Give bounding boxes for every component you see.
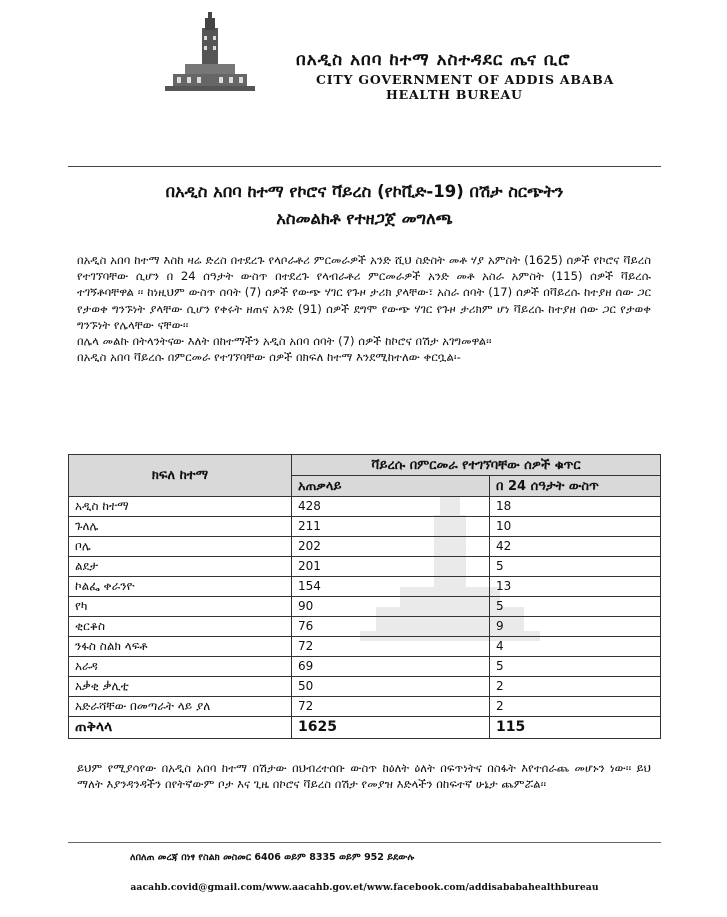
header-divider [68, 166, 661, 167]
table-row [69, 517, 661, 537]
total-label: ጠቅላላ [69, 717, 292, 739]
subcity-name: አቃቂ ቃሊቲ [69, 677, 292, 697]
subcity-name: ቂርቆስ [69, 617, 292, 637]
document-title [68, 178, 661, 232]
table-row [69, 657, 661, 677]
paragraph-recoveries: በሌላ መልኩ በትላንትናው እለት በከተማችን አዲስ አበባ ሰባት (7) ሰዎች ከኮሮና በሽታ አገግመዋል፡፡ [77, 334, 492, 349]
total-cases: 69 [292, 657, 490, 677]
closing-paragraph [77, 760, 651, 792]
subcity-name: ኮልፌ ቀራንዮ [69, 577, 292, 597]
subcity-column-header: ክፍለ ከተማ [69, 455, 292, 497]
table-row [69, 537, 661, 557]
total-cases: 154 [292, 577, 490, 597]
24h-column-header: በ 24 ሰዓታት ውስጥ [490, 476, 661, 497]
total-cases: 202 [292, 537, 490, 557]
total-cases: 211 [292, 517, 490, 537]
total-cases: 76 [292, 617, 490, 637]
cases-24h: 13 [490, 577, 661, 597]
total-cases: 72 [292, 697, 490, 717]
total-row [69, 717, 661, 739]
total-cases: 428 [292, 497, 490, 517]
table-row [69, 677, 661, 697]
intro-paragraphs [77, 252, 651, 365]
subcity-name: ጉለሌ [69, 517, 292, 537]
paragraph-cases-summary: በአዲስ አበባ ከተማ እስከ ዛሬ ድረስ በተደረጉ የላቦራቶሪ ምርመራዎች አንድ ሺህ ስድስት መቶ ሃያ አምስት (1625) ሰዎች የኮሮና ቫይረስ የተገኘባቸው ሲሆን በ 24 ሰዓታት ውስጥ በተደረጉ የላብራቶሪ ምርመራዎች አንድ መቶ አስራ አምስት (115) ሰዎች ቫይረሱ ተገኝቶባቸዋል ፡፡ ከነዚህም ውስጥ ሰባት (7) ሰዎች የውጭ ሃገር የጉዞ ታሪክ ያላቸው፣ አስራ ሰባት (17) ሰዎች በቫይረሱ ከተያዘ ሰው ጋር የታወቀ ግንኙነት ያላቸው ሲሆን የቀሩት ዘጠና አንድ (91) ሰዎች ደግሞ የውጭ ሃገር የጉዞ ታሪክም ሆነ ቫይረሱ ከተያዘ ሰው ጋር የታወቀ ግንኙነት የሌላቸው ናቸው፡፡ [77, 253, 652, 332]
subcity-name: ቦሌ [69, 537, 292, 557]
total-24h-cases: 115 [490, 717, 661, 739]
cases-24h: 9 [490, 617, 661, 637]
cases-by-subcity-table [68, 454, 661, 739]
table-row [69, 617, 661, 637]
title-line-2: አስመልክቶ የተዘጋጀ መግለጫ [276, 209, 453, 228]
org-name-amharic: በአዲስ አበባ ከተማ አስተዳደር ጤና ቢሮ [296, 50, 571, 70]
cases-24h: 5 [490, 557, 661, 577]
table-row [69, 497, 661, 517]
table-row [69, 557, 661, 577]
total-column-header: አጠቃላይ [292, 476, 490, 497]
org-name-english-line1: CITY GOVERNMENT OF ADDIS ABABA [316, 72, 615, 87]
cases-24h: 2 [490, 677, 661, 697]
cases-24h: 2 [490, 697, 661, 717]
title-line-1: በአዲስ አበባ ከተማ የኮሮና ቫይረስ (የኮቪድ-19) በሽታ ስርጭትን [165, 182, 564, 201]
table-row [69, 597, 661, 617]
paragraph-table-intro: በአዲስ አበባ ቫይረሱ በምርመራ የተገኘባቸው ሰዎች በክፍለ ከተማ እንደሚከተለው ቀርቧል፡- [77, 350, 461, 365]
total-cases: 90 [292, 597, 490, 617]
cases-24h: 42 [490, 537, 661, 557]
cases-24h: 5 [490, 597, 661, 617]
cases-24h: 5 [490, 657, 661, 677]
cases-24h: 18 [490, 497, 661, 517]
total-all-cases: 1625 [292, 717, 490, 739]
cases-24h: 10 [490, 517, 661, 537]
table-row [69, 577, 661, 597]
org-name-english-line2: HEALTH BUREAU [386, 87, 523, 102]
total-cases: 72 [292, 637, 490, 657]
paragraph-spread-warning: ይህም የሚያሳየው በአዲስ አበባ ከተማ በሽታው በህብረተሰቡ ውስጥ ከዕለት ዕለት በፍጥነትና በስፋት እየተሰራጨ መሆኑን ነው፡፡ ይህ ማለት እያንዳንዳችን በየትኛውም ቦታ እና ጊዜ በኮሮና ቫይረስ በሽታ የመያዝ እድላችን በከፍተኛ ሁኔታ ጨምሯል፡፡ [77, 761, 651, 792]
subcity-name: ንፋስ ስልክ ላፍቶ [69, 637, 292, 657]
subcity-name: የካ [69, 597, 292, 617]
subcity-name: አዲስ ከተማ [69, 497, 292, 517]
subcity-name: ልደታ [69, 557, 292, 577]
cases-24h: 4 [490, 637, 661, 657]
table-row [69, 637, 661, 657]
city-hall-logo [155, 8, 265, 118]
cases-group-header: ቫይረሱ በምርመራ የተገኘባቸው ሰዎች ቁጥር [292, 455, 661, 476]
hotline-text: ለበለጠ መረጃ በነፃ የስልክ መስመር 6406 ወይም 8335 ወይም 952 ይደውሉ [130, 852, 415, 863]
contact-links: aacahb.covid@gmail.com/www.aacahb.gov.et/www.facebook.com/addisababahealthbureau [130, 882, 599, 893]
footer-divider [68, 842, 661, 843]
subcity-name: አድራሻቸው በመጣራት ላይ ያለ [69, 697, 292, 717]
total-cases: 201 [292, 557, 490, 577]
table-row [69, 697, 661, 717]
subcity-name: አራዳ [69, 657, 292, 677]
total-cases: 50 [292, 677, 490, 697]
letterhead [286, 50, 646, 102]
